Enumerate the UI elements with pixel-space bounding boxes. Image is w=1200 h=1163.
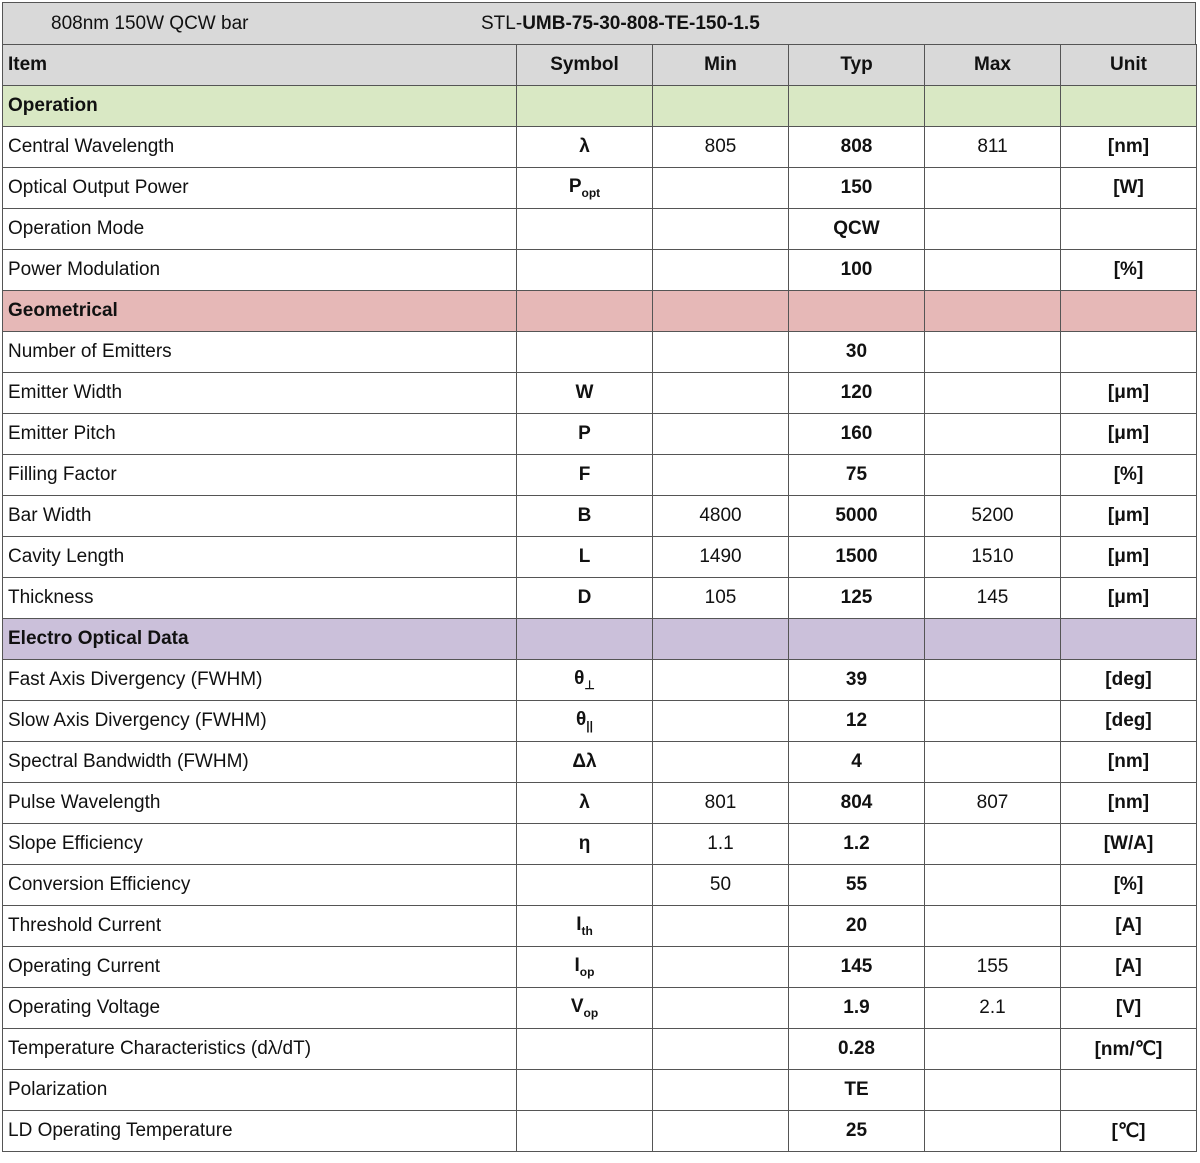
symbol-main: η [578,833,591,854]
parameter-symbol [517,988,653,1029]
table-row [3,660,1197,701]
symbol-main: P [578,423,591,444]
header-min: Min [653,45,789,86]
parameter-name: Central Wavelength [3,127,517,168]
parameter-name: Optical Output Power [3,168,517,209]
table-row [3,209,1197,250]
symbol-main: I [576,914,582,935]
parameter-symbol [517,824,653,865]
unit-value: [μm] [1061,578,1197,619]
parameter-symbol [517,168,653,209]
typ-value: QCW [789,209,925,250]
parameter-symbol [517,742,653,783]
typ-value: 25 [789,1111,925,1152]
typ-value: 20 [789,906,925,947]
unit-value: [μm] [1061,373,1197,414]
min-value: 105 [653,578,789,619]
parameter-name: Slope Efficiency [3,824,517,865]
typ-value: 0.28 [789,1029,925,1070]
section-cell [925,619,1061,660]
parameter-symbol [517,127,653,168]
header-typ: Typ [789,45,925,86]
table-row [3,824,1197,865]
min-value [653,660,789,701]
min-value [653,332,789,373]
max-value: 5200 [925,496,1061,537]
unit-value: [nm] [1061,127,1197,168]
typ-value: 4 [789,742,925,783]
table-row [3,496,1197,537]
min-value [653,906,789,947]
table-row [3,537,1197,578]
table-row [3,783,1197,824]
symbol-main: L [578,546,591,567]
parameter-name: Threshold Current [3,906,517,947]
max-value [925,209,1061,250]
table-row [3,250,1197,291]
symbol-main: λ [579,136,590,157]
symbol-main: Δλ [572,751,597,772]
max-value: 145 [925,578,1061,619]
max-value [925,414,1061,455]
min-value [653,947,789,988]
parameter-name: Bar Width [3,496,517,537]
parameter-symbol [517,578,653,619]
typ-value: 100 [789,250,925,291]
max-value [925,824,1061,865]
section-cell [925,86,1061,127]
table-row [3,127,1197,168]
table-row [3,1070,1197,1111]
typ-value: 75 [789,455,925,496]
max-value [925,455,1061,496]
parameter-symbol [517,906,653,947]
max-value: 1510 [925,537,1061,578]
max-value: 2.1 [925,988,1061,1029]
table-row [3,947,1197,988]
section-cell [789,619,925,660]
part-number-prefix: STL- [481,13,523,34]
table-row [3,906,1197,947]
parameter-symbol [517,537,653,578]
parameter-name: Spectral Bandwidth (FWHM) [3,742,517,783]
spec-table [2,44,1197,1152]
unit-value: [μm] [1061,537,1197,578]
parameter-symbol [517,947,653,988]
table-row [3,414,1197,455]
max-value [925,250,1061,291]
typ-value: 160 [789,414,925,455]
max-value [925,1070,1061,1111]
max-value [925,373,1061,414]
parameter-symbol [517,496,653,537]
unit-value: [μm] [1061,496,1197,537]
typ-value: 30 [789,332,925,373]
table-header-row [3,45,1197,86]
typ-value: 1500 [789,537,925,578]
table-row [3,742,1197,783]
parameter-symbol [517,209,653,250]
symbol-subscript: th [581,924,593,938]
parameter-symbol [517,332,653,373]
min-value [653,988,789,1029]
header-unit: Unit [1061,45,1197,86]
symbol-subscript: op [579,965,595,979]
parameter-symbol [517,783,653,824]
parameter-symbol [517,414,653,455]
typ-value: 150 [789,168,925,209]
section-cell [653,86,789,127]
unit-value: [nm] [1061,783,1197,824]
section-title: Geometrical [3,291,517,332]
max-value [925,906,1061,947]
symbol-subscript: || [586,719,593,733]
table-row [3,455,1197,496]
min-value [653,373,789,414]
min-value: 1490 [653,537,789,578]
section-cell [1061,619,1197,660]
section-cell [517,291,653,332]
typ-value: 808 [789,127,925,168]
section-cell [789,86,925,127]
unit-value: [%] [1061,455,1197,496]
table-row [3,988,1197,1029]
parameter-name: Slow Axis Divergency (FWHM) [3,701,517,742]
typ-value: 12 [789,701,925,742]
unit-value: [deg] [1061,660,1197,701]
parameter-name: Fast Axis Divergency (FWHM) [3,660,517,701]
table-row [3,1111,1197,1152]
parameter-name: LD Operating Temperature [3,1111,517,1152]
table-row [3,701,1197,742]
parameter-name: Temperature Characteristics (dλ/dT) [3,1029,517,1070]
symbol-main: W [575,382,594,403]
min-value: 50 [653,865,789,906]
min-value [653,168,789,209]
typ-value: TE [789,1070,925,1111]
parameter-name: Operating Current [3,947,517,988]
max-value [925,168,1061,209]
parameter-symbol [517,250,653,291]
unit-value: [A] [1061,906,1197,947]
header-max: Max [925,45,1061,86]
typ-value: 120 [789,373,925,414]
parameter-symbol [517,455,653,496]
parameter-name: Polarization [3,1070,517,1111]
unit-value [1061,332,1197,373]
section-row [3,86,1197,127]
section-cell [1061,291,1197,332]
unit-value: [W] [1061,168,1197,209]
symbol-main: θ [576,709,587,730]
max-value [925,742,1061,783]
parameter-symbol [517,373,653,414]
section-title: Operation [3,86,517,127]
unit-value: [%] [1061,250,1197,291]
unit-value [1061,1070,1197,1111]
max-value [925,660,1061,701]
min-value [653,742,789,783]
header-symbol: Symbol [517,45,653,86]
table-row [3,1029,1197,1070]
unit-value: [deg] [1061,701,1197,742]
parameter-name: Operation Mode [3,209,517,250]
min-value: 805 [653,127,789,168]
max-value [925,332,1061,373]
parameter-symbol [517,660,653,701]
symbol-main: λ [579,792,590,813]
parameter-name: Filling Factor [3,455,517,496]
section-cell [517,86,653,127]
max-value [925,1029,1061,1070]
part-number [481,13,760,35]
typ-value: 145 [789,947,925,988]
unit-value: [μm] [1061,414,1197,455]
typ-value: 5000 [789,496,925,537]
min-value: 801 [653,783,789,824]
parameter-name: Pulse Wavelength [3,783,517,824]
min-value [653,701,789,742]
min-value [653,250,789,291]
typ-value: 39 [789,660,925,701]
typ-value: 55 [789,865,925,906]
symbol-main: B [577,505,592,526]
unit-value: [A] [1061,947,1197,988]
symbol-subscript: ⊥ [584,678,595,692]
spec-sheet [2,2,1196,1152]
header-item: Item [3,45,517,86]
unit-value: [V] [1061,988,1197,1029]
symbol-main: θ [574,668,585,689]
symbol-main: P [568,176,582,197]
symbol-main: V [570,996,584,1017]
section-title: Electro Optical Data [3,619,517,660]
min-value [653,1070,789,1111]
max-value: 807 [925,783,1061,824]
unit-value: [nm/℃] [1061,1029,1197,1070]
min-value [653,455,789,496]
min-value: 4800 [653,496,789,537]
parameter-name: Power Modulation [3,250,517,291]
parameter-name: Thickness [3,578,517,619]
parameter-name: Number of Emitters [3,332,517,373]
min-value [653,1111,789,1152]
section-cell [925,291,1061,332]
symbol-subscript: opt [581,186,601,200]
min-value [653,209,789,250]
parameter-symbol [517,1029,653,1070]
typ-value: 125 [789,578,925,619]
unit-value: [℃] [1061,1111,1197,1152]
symbol-main: I [574,955,580,976]
symbol-main: F [578,464,591,485]
part-number-code: UMB-75-30-808-TE-150-1.5 [522,13,760,34]
table-row [3,168,1197,209]
unit-value [1061,209,1197,250]
table-row [3,373,1197,414]
symbol-main: D [577,587,592,608]
parameter-symbol [517,865,653,906]
parameter-name: Emitter Pitch [3,414,517,455]
parameter-name: Emitter Width [3,373,517,414]
max-value [925,865,1061,906]
typ-value: 1.9 [789,988,925,1029]
typ-value: 804 [789,783,925,824]
max-value: 811 [925,127,1061,168]
parameter-name: Conversion Efficiency [3,865,517,906]
section-cell [517,619,653,660]
section-row [3,619,1197,660]
parameter-name: Cavity Length [3,537,517,578]
min-value [653,1029,789,1070]
section-cell [653,619,789,660]
section-cell [653,291,789,332]
unit-value: [nm] [1061,742,1197,783]
min-value: 1.1 [653,824,789,865]
table-row [3,865,1197,906]
section-row [3,291,1197,332]
max-value: 155 [925,947,1061,988]
parameter-symbol [517,701,653,742]
table-row [3,332,1197,373]
min-value [653,414,789,455]
max-value [925,701,1061,742]
typ-value: 1.2 [789,824,925,865]
unit-value: [%] [1061,865,1197,906]
parameter-symbol [517,1111,653,1152]
product-title: 808nm 150W QCW bar [51,13,249,34]
unit-value: [W/A] [1061,824,1197,865]
symbol-subscript: op [583,1006,599,1020]
table-row [3,578,1197,619]
title-bar [2,2,1196,44]
section-cell [789,291,925,332]
section-cell [1061,86,1197,127]
parameter-name: Operating Voltage [3,988,517,1029]
max-value [925,1111,1061,1152]
parameter-symbol [517,1070,653,1111]
